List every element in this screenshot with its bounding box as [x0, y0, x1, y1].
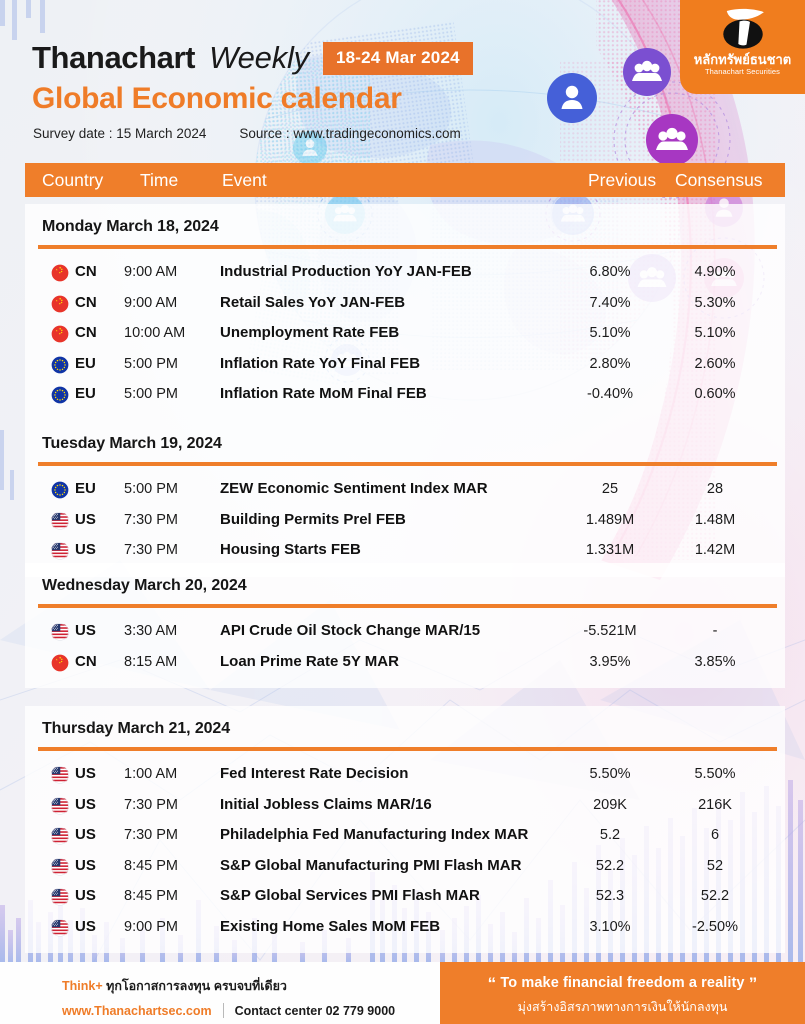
previous-value: 3.95% — [589, 653, 631, 670]
footer-quote-text: To make financial freedom a reality — [500, 975, 745, 991]
previous-value: -5.521M — [583, 623, 637, 639]
table-row[interactable] — [25, 380, 785, 411]
country-flag — [51, 623, 69, 641]
country-code: CN — [75, 652, 97, 670]
country-flag — [51, 325, 69, 343]
us-flag-icon — [51, 827, 69, 845]
previous-value: -0.40% — [587, 386, 633, 402]
us-flag-icon — [51, 858, 69, 876]
event-time: 5:00 PM — [124, 386, 178, 402]
event-rows — [25, 249, 785, 421]
consensus-value: -2.50% — [692, 918, 738, 935]
weekly-label: Weekly — [209, 40, 309, 75]
country-code: US — [75, 541, 96, 558]
country-flag — [51, 797, 69, 815]
event-time: 8:15 AM — [124, 653, 178, 670]
column-header-previous: Previous — [588, 170, 657, 190]
table-row[interactable] — [25, 648, 785, 679]
previous-value: 2.80% — [589, 355, 631, 372]
consensus-value: 0.60% — [694, 386, 736, 402]
previous-value: 52.2 — [595, 857, 625, 874]
consensus-value: 2.60% — [694, 355, 736, 372]
event-time: 9:00 PM — [124, 918, 178, 935]
cn-flag-icon — [51, 325, 69, 343]
table-row[interactable] — [25, 289, 785, 320]
day-title: Wednesday March 20, 2024 — [42, 577, 247, 594]
previous-value: 3.10% — [589, 918, 631, 935]
event-time: 8:45 PM — [124, 857, 178, 874]
country-code: CN — [75, 324, 97, 341]
country-code: EU — [75, 385, 96, 402]
country-flag — [51, 356, 69, 374]
country-code: US — [75, 765, 96, 782]
country-flag — [51, 264, 69, 282]
us-flag-icon — [51, 623, 69, 641]
event-name: API Crude Oil Stock Change MAR/15 — [220, 622, 481, 639]
event-name: Loan Prime Rate 5Y MAR — [220, 652, 399, 670]
event-name: Housing Starts FEB — [220, 541, 361, 558]
eu-flag-icon — [51, 386, 69, 404]
column-header-time: Time — [140, 170, 179, 190]
table-row[interactable] — [25, 319, 785, 350]
logo-thai-name: หลักทรัพย์ธนชาต — [693, 52, 792, 67]
consensus-value: 6 — [710, 827, 720, 843]
event-time: 8:45 PM — [124, 888, 178, 904]
country-code: US — [75, 826, 96, 843]
country-code: US — [75, 510, 96, 528]
source-label: Source : www.tradingeconomics.com — [239, 126, 461, 141]
table-row[interactable] — [25, 821, 785, 852]
event-name: S&P Global Manufacturing PMI Flash MAR — [220, 856, 522, 874]
previous-value: 6.80% — [589, 264, 631, 280]
footer-contact-panel — [0, 962, 440, 1024]
country-code: US — [75, 887, 96, 904]
consensus-value: 216K — [698, 796, 732, 813]
event-name: S&P Global Services PMI Flash MAR — [220, 887, 480, 904]
country-code: EU — [75, 480, 96, 497]
thanachart-t-logo-icon — [714, 6, 772, 53]
page-header — [0, 0, 805, 160]
day-section — [25, 421, 785, 577]
table-row[interactable] — [25, 350, 785, 381]
table-row[interactable] — [25, 913, 785, 944]
event-time: 9:00 AM — [124, 294, 178, 311]
previous-value: 52.3 — [595, 888, 625, 904]
event-time: 10:00 AM — [124, 325, 186, 341]
previous-value: 25 — [601, 481, 619, 497]
event-time: 5:00 PM — [124, 355, 178, 372]
country-flag — [51, 512, 69, 530]
event-rows — [25, 751, 785, 953]
us-flag-icon — [51, 888, 69, 906]
country-flag — [51, 919, 69, 937]
column-header-country: Country — [42, 170, 104, 190]
footer-tagline — [62, 976, 440, 996]
page-title: Global Economic calendar — [32, 82, 402, 115]
previous-value: 1.331M — [585, 542, 635, 558]
country-code: EU — [75, 354, 96, 372]
country-code: US — [75, 622, 96, 639]
country-code: US — [75, 856, 96, 874]
country-flag — [51, 888, 69, 906]
footer-quote-english — [440, 974, 805, 994]
country-flag — [51, 386, 69, 404]
event-rows — [25, 608, 785, 688]
consensus-value: 1.48M — [694, 511, 736, 528]
quote-open-icon: “ — [487, 974, 497, 993]
column-header-event: Event — [222, 170, 267, 190]
table-row[interactable] — [25, 475, 785, 506]
footer-contact-center: Contact center 02 779 9000 — [234, 1003, 396, 1018]
meta-row — [33, 126, 461, 141]
previous-value: 1.489M — [585, 511, 635, 528]
us-flag-icon — [51, 766, 69, 784]
title-row — [32, 40, 473, 76]
table-header-row — [25, 163, 785, 197]
event-name: ZEW Economic Sentiment Index MAR — [220, 480, 488, 497]
table-row[interactable] — [25, 791, 785, 822]
cn-flag-icon — [51, 654, 69, 672]
table-row[interactable] — [25, 258, 785, 289]
table-row[interactable] — [25, 852, 785, 883]
event-time: 9:00 AM — [124, 264, 178, 280]
consensus-value: 52 — [706, 857, 724, 874]
footer-quote-panel — [440, 962, 805, 1024]
event-name: Philadelphia Fed Manufacturing Index MAR — [220, 826, 529, 843]
consensus-value: 5.50% — [694, 766, 736, 782]
country-flag — [51, 542, 69, 560]
previous-value: 7.40% — [589, 294, 631, 311]
consensus-value: 4.90% — [694, 264, 736, 280]
footer-tagline-thai: ทุกโอกาสการลงทุน ครบจบที่เดียว — [106, 979, 287, 993]
eu-flag-icon — [51, 356, 69, 374]
country-flag — [51, 295, 69, 313]
footer-think-plus: Think+ — [62, 979, 103, 993]
consensus-value: 28 — [706, 481, 724, 497]
consensus-value: 3.85% — [694, 653, 736, 670]
day-section — [25, 563, 785, 688]
table-row[interactable] — [25, 617, 785, 648]
page-footer — [0, 962, 805, 1024]
event-time: 7:30 PM — [124, 796, 178, 813]
table-row[interactable] — [25, 536, 785, 567]
event-time: 5:00 PM — [124, 481, 178, 497]
event-name: Unemployment Rate FEB — [220, 324, 400, 341]
consensus-value: 1.42M — [694, 542, 736, 558]
previous-value: 5.10% — [589, 325, 631, 341]
event-name: Existing Home Sales MoM FEB — [220, 917, 441, 935]
footer-quote-thai: มุ่งสร้างอิสรภาพทางการเงินให้นักลงทุน — [517, 1000, 728, 1014]
event-time: 1:00 AM — [124, 766, 178, 782]
country-flag — [51, 827, 69, 845]
us-flag-icon — [51, 542, 69, 560]
cn-flag-icon — [51, 295, 69, 313]
us-flag-icon — [51, 919, 69, 937]
country-code: US — [75, 917, 96, 935]
table-row[interactable] — [25, 760, 785, 791]
cn-flag-icon — [51, 264, 69, 282]
table-row[interactable] — [25, 506, 785, 537]
table-row[interactable] — [25, 882, 785, 913]
event-time: 3:30 AM — [124, 623, 178, 639]
consensus-value: 5.10% — [694, 325, 736, 341]
country-flag — [51, 766, 69, 784]
thanachart-logo — [680, 0, 805, 94]
country-flag — [51, 654, 69, 672]
eu-flag-icon — [51, 481, 69, 499]
previous-value: 5.50% — [589, 766, 631, 782]
logo-english-name: Thanachart Securities — [704, 67, 781, 77]
event-time: 7:30 PM — [124, 511, 178, 528]
event-name: Retail Sales YoY JAN-FEB — [220, 293, 406, 311]
date-range-badge: 18-24 Mar 2024 — [323, 42, 473, 75]
event-name: Industrial Production YoY JAN-FEB — [220, 263, 472, 280]
day-section — [25, 706, 785, 953]
us-flag-icon — [51, 512, 69, 530]
event-time: 7:30 PM — [124, 542, 178, 558]
event-time: 7:30 PM — [124, 827, 178, 843]
event-name: Building Permits Prel FEB — [220, 510, 406, 528]
footer-website-link[interactable]: www.Thanachartsec.com — [62, 1003, 212, 1018]
us-flag-icon — [51, 797, 69, 815]
event-name: Inflation Rate MoM Final FEB — [220, 385, 427, 402]
country-flag — [51, 481, 69, 499]
survey-date: Survey date : 15 March 2024 — [33, 126, 207, 141]
day-title: Tuesday March 19, 2024 — [42, 435, 222, 452]
consensus-value: 5.30% — [694, 294, 736, 311]
brand-title: Thanachart — [32, 40, 196, 75]
column-header-consensus: Consensus — [675, 170, 763, 190]
country-code: US — [75, 795, 96, 813]
consensus-value: 52.2 — [700, 888, 730, 904]
event-name: Fed Interest Rate Decision — [220, 765, 409, 782]
footer-contact-line — [62, 1003, 440, 1018]
consensus-value: - — [712, 623, 718, 639]
country-code: CN — [75, 263, 97, 280]
previous-value: 209K — [593, 796, 627, 813]
footer-divider — [223, 1003, 224, 1018]
quote-close-icon: ” — [748, 974, 758, 993]
event-name: Inflation Rate YoY Final FEB — [220, 354, 421, 372]
day-section — [25, 204, 785, 421]
country-code: CN — [75, 293, 97, 311]
day-title: Monday March 18, 2024 — [42, 218, 219, 235]
day-title: Thursday March 21, 2024 — [42, 720, 231, 737]
event-name: Initial Jobless Claims MAR/16 — [220, 795, 432, 813]
previous-value: 5.2 — [599, 827, 621, 843]
country-flag — [51, 858, 69, 876]
event-rows — [25, 466, 785, 577]
